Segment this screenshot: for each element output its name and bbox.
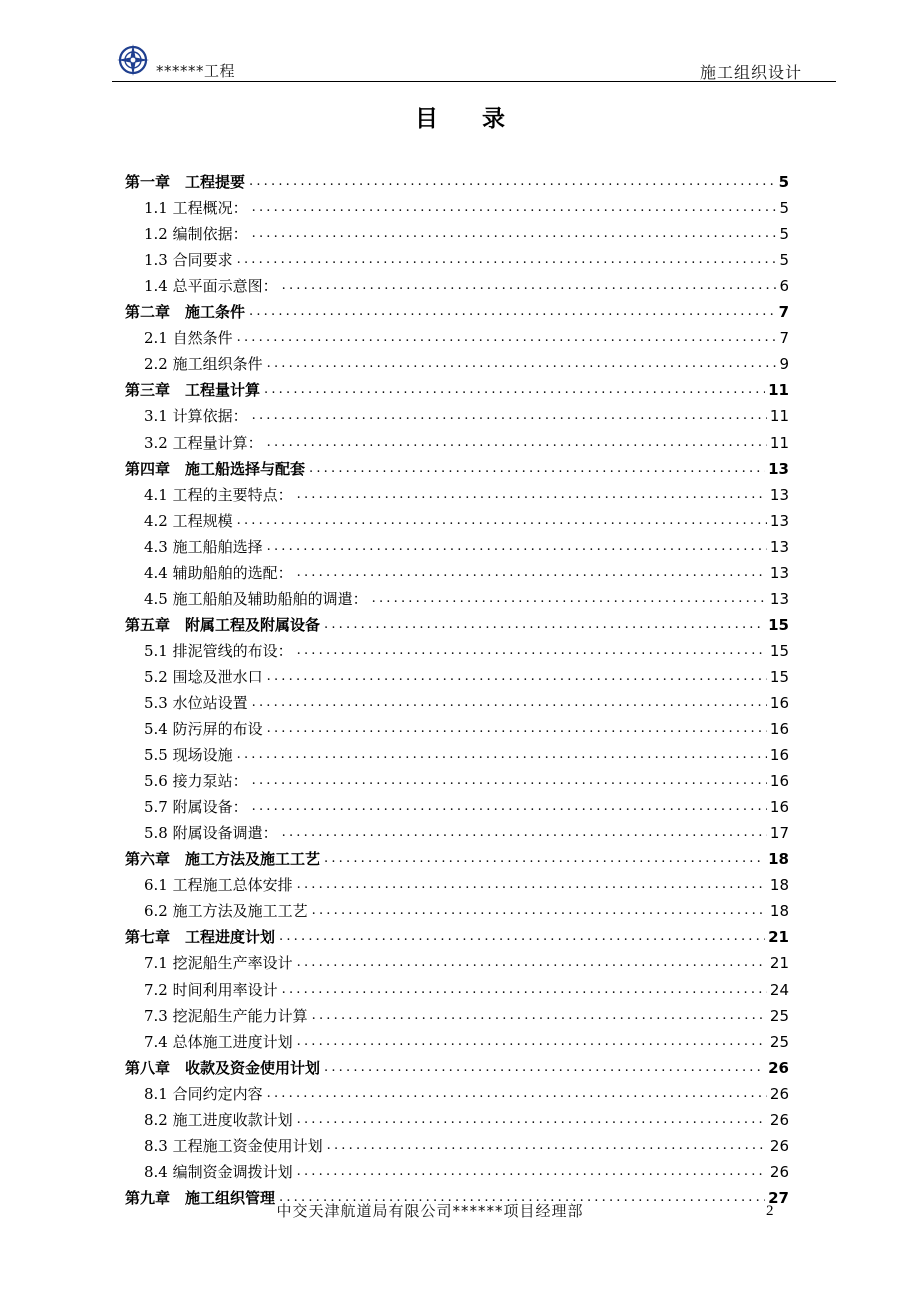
toc-chapter-entry[interactable] <box>125 453 789 479</box>
toc-dot-leader <box>297 485 767 505</box>
footer-organization: 中交天津航道局有限公司******项目经理部 <box>276 1202 584 1220</box>
toc-section-entry[interactable] <box>125 635 789 661</box>
toc-dot-leader <box>297 563 767 583</box>
toc-entry-label: 6.1 工程施工总体安排 <box>144 876 293 895</box>
toc-entry-page-number: 27 <box>768 1188 789 1207</box>
toc-entry-page-number: 13 <box>768 459 789 478</box>
toc-entry-label: 第三章 工程量计算 <box>125 381 261 400</box>
toc-entry-page-number: 26 <box>769 1162 789 1181</box>
toc-section-entry[interactable] <box>125 557 789 583</box>
toc-entry-page-number: 25 <box>769 1006 789 1025</box>
toc-dot-leader <box>267 433 767 453</box>
toc-dot-leader <box>237 250 777 270</box>
toc-entry-label: 7.1 挖泥船生产率设计 <box>144 954 293 973</box>
toc-section-entry[interactable] <box>125 192 789 218</box>
toc-dot-leader <box>279 927 765 947</box>
toc-entry-label: 第二章 施工条件 <box>125 303 246 322</box>
toc-section-entry[interactable] <box>125 791 789 817</box>
toc-dot-leader <box>297 1032 767 1052</box>
toc-chapter-entry[interactable] <box>125 166 789 192</box>
toc-chapter-entry[interactable] <box>125 921 789 947</box>
toc-section-entry[interactable] <box>125 1026 789 1052</box>
toc-chapter-entry[interactable] <box>125 296 789 322</box>
toc-entry-page-number: 16 <box>769 746 789 765</box>
toc-entry-page-number: 26 <box>768 1058 789 1077</box>
toc-entry-page-number: 21 <box>768 928 789 947</box>
toc-dot-leader <box>267 1084 767 1104</box>
toc-section-entry[interactable] <box>125 869 789 895</box>
toc-entry-page-number: 13 <box>769 511 789 530</box>
toc-entry-label: 4.4 辅助船舶的选配： <box>144 563 293 582</box>
toc-entry-page-number: 16 <box>769 772 789 791</box>
toc-entry-page-number: 26 <box>769 1136 789 1155</box>
toc-section-entry[interactable] <box>125 661 789 687</box>
toc-entry-page-number: 9 <box>779 355 789 374</box>
toc-dot-leader <box>297 953 767 973</box>
toc-chapter-entry[interactable] <box>125 1052 789 1078</box>
toc-entry-page-number: 13 <box>769 563 789 582</box>
toc-dot-leader <box>297 1162 767 1182</box>
toc-entry-label: 2.2 施工组织条件 <box>144 355 263 374</box>
toc-section-entry[interactable] <box>125 244 789 270</box>
toc-entry-label: 5.2 围埝及泄水口 <box>144 667 263 686</box>
toc-section-entry[interactable] <box>125 1078 789 1104</box>
toc-entry-page-number: 13 <box>769 589 789 608</box>
toc-dot-leader <box>267 537 767 557</box>
toc-dot-leader <box>252 771 767 791</box>
toc-section-entry[interactable] <box>125 687 789 713</box>
toc-entry-label: 8.2 施工进度收款计划 <box>144 1110 293 1129</box>
toc-entry-label: 1.4 总平面示意图： <box>144 277 278 296</box>
toc-section-entry[interactable] <box>125 739 789 765</box>
toc-entry-label: 6.2 施工方法及施工工艺 <box>144 902 308 921</box>
toc-entry-page-number: 5 <box>779 225 789 244</box>
toc-entry-page-number: 13 <box>769 485 789 504</box>
toc-dot-leader <box>252 224 777 244</box>
toc-entry-label: 1.1 工程概况： <box>144 199 248 218</box>
company-compass-logo-icon <box>116 43 150 77</box>
toc-dot-leader <box>267 719 767 739</box>
toc-dot-leader <box>252 693 767 713</box>
toc-entry-page-number: 25 <box>769 1032 789 1051</box>
toc-entry-page-number: 7 <box>779 329 789 348</box>
toc-entry-label: 1.3 合同要求 <box>144 251 233 270</box>
toc-entry-label: 4.3 施工船舶选择 <box>144 537 263 556</box>
header-divider <box>112 81 836 82</box>
toc-section-entry[interactable] <box>125 400 789 426</box>
toc-section-entry[interactable] <box>125 531 789 557</box>
toc-dot-leader <box>324 849 765 869</box>
toc-dot-leader <box>312 901 767 921</box>
toc-dot-leader <box>282 980 767 1000</box>
toc-entry-page-number: 11 <box>769 407 789 426</box>
page-header <box>112 40 836 82</box>
toc-dot-leader <box>264 380 765 400</box>
toc-dot-leader <box>237 328 777 348</box>
toc-entry-page-number: 11 <box>768 381 789 400</box>
footer-page-number: 2 <box>766 1203 774 1219</box>
toc-entry-label: 4.5 施工船舶及辅助船舶的调遣： <box>144 589 368 608</box>
toc-section-entry[interactable] <box>125 322 789 348</box>
toc-section-entry[interactable] <box>125 1104 789 1130</box>
toc-entry-page-number: 17 <box>769 824 789 843</box>
toc-entry-page-number: 15 <box>768 615 789 634</box>
toc-section-entry[interactable] <box>125 505 789 531</box>
toc-entry-page-number: 26 <box>769 1084 789 1103</box>
toc-entry-label: 8.3 工程施工资金使用计划 <box>144 1136 323 1155</box>
toc-entry-page-number: 26 <box>769 1110 789 1129</box>
header-document-type: 施工组织设计 <box>699 63 802 82</box>
toc-entry-page-number: 15 <box>769 641 789 660</box>
toc-entry-label: 3.2 工程量计算： <box>144 433 263 452</box>
toc-entry-label: 5.3 水位站设置 <box>144 693 248 712</box>
toc-entry-page-number: 18 <box>769 876 789 895</box>
toc-dot-leader <box>282 823 767 843</box>
toc-entry-label: 5.5 现场设施 <box>144 746 233 765</box>
toc-section-entry[interactable] <box>125 947 789 973</box>
toc-entry-page-number: 5 <box>778 173 789 192</box>
toc-entry-label: 4.2 工程规模 <box>144 511 233 530</box>
toc-entry-label: 第九章 施工组织管理 <box>125 1188 276 1207</box>
header-project-name: ******工程 <box>156 62 236 80</box>
toc-dot-leader <box>267 667 767 687</box>
toc-entry-label: 8.1 合同约定内容 <box>144 1084 263 1103</box>
toc-entry-label: 第八章 收款及资金使用计划 <box>125 1058 321 1077</box>
toc-entry-label: 4.1 工程的主要特点： <box>144 485 293 504</box>
toc-entry-label: 3.1 计算依据： <box>144 407 248 426</box>
toc-entry-label: 7.3 挖泥船生产能力计算 <box>144 1006 308 1025</box>
toc-entry-page-number: 7 <box>778 303 789 322</box>
toc-dot-leader <box>282 276 777 296</box>
toc-entry-page-number: 21 <box>769 954 789 973</box>
toc-dot-leader <box>297 641 767 661</box>
toc-entry-label: 5.7 附属设备： <box>144 798 248 817</box>
toc-entry-label: 第七章 工程进度计划 <box>125 928 276 947</box>
toc-dot-leader <box>372 589 767 609</box>
toc-section-entry[interactable] <box>125 765 789 791</box>
toc-dot-leader <box>267 354 777 374</box>
toc-entry-label: 8.4 编制资金调拨计划 <box>144 1162 293 1181</box>
toc-dot-leader <box>297 1110 767 1130</box>
toc-chapter-entry[interactable] <box>125 609 789 635</box>
toc-dot-leader <box>312 1006 767 1026</box>
toc-entry-label: 2.1 自然条件 <box>144 329 233 348</box>
toc-dot-leader <box>252 797 767 817</box>
toc-entry-label: 5.8 附属设备调遣： <box>144 824 278 843</box>
toc-entry-label: 第五章 附属工程及附属设备 <box>125 615 321 634</box>
toc-section-entry[interactable] <box>125 270 789 296</box>
toc-entry-label: 7.4 总体施工进度计划 <box>144 1032 293 1051</box>
toc-entry-label: 5.6 接力泵站： <box>144 772 248 791</box>
page-title: 目 录 <box>414 106 523 132</box>
toc-entry-label: 5.1 排泥管线的布设： <box>144 641 293 660</box>
toc-entry-page-number: 16 <box>769 693 789 712</box>
toc-section-entry[interactable] <box>125 973 789 999</box>
toc-entry-page-number: 6 <box>779 277 789 296</box>
toc-entry-page-number: 13 <box>769 537 789 556</box>
toc-section-entry[interactable] <box>125 713 789 739</box>
toc-entry-page-number: 5 <box>779 251 789 270</box>
toc-section-entry[interactable] <box>125 1000 789 1026</box>
toc-section-entry[interactable] <box>125 583 789 609</box>
toc-entry-page-number: 18 <box>769 902 789 921</box>
toc-dot-leader <box>249 302 776 322</box>
toc-dot-leader <box>249 172 776 192</box>
toc-entry-page-number: 16 <box>769 798 789 817</box>
toc-section-entry[interactable] <box>125 426 789 452</box>
toc-entry-page-number: 18 <box>768 850 789 869</box>
toc-entry-page-number: 5 <box>779 199 789 218</box>
toc-section-entry[interactable] <box>125 817 789 843</box>
toc-entry-label: 第一章 工程提要 <box>125 173 246 192</box>
table-of-contents <box>125 166 789 1208</box>
toc-chapter-entry[interactable] <box>125 374 789 400</box>
toc-section-entry[interactable] <box>125 479 789 505</box>
toc-dot-leader <box>237 745 767 765</box>
toc-entry-label: 第四章 施工船选择与配套 <box>125 459 306 478</box>
toc-dot-leader <box>297 875 767 895</box>
toc-dot-leader <box>309 459 765 479</box>
toc-section-entry[interactable] <box>125 1156 789 1182</box>
toc-dot-leader <box>324 615 765 635</box>
toc-entry-label: 第六章 施工方法及施工工艺 <box>125 850 321 869</box>
toc-dot-leader <box>237 511 767 531</box>
toc-dot-leader <box>327 1136 767 1156</box>
toc-dot-leader <box>324 1058 765 1078</box>
toc-entry-page-number: 24 <box>769 980 789 999</box>
toc-entry-page-number: 11 <box>769 433 789 452</box>
toc-entry-label: 1.2 编制依据： <box>144 225 248 244</box>
toc-section-entry[interactable] <box>125 895 789 921</box>
toc-entry-page-number: 16 <box>769 720 789 739</box>
toc-section-entry[interactable] <box>125 1130 789 1156</box>
toc-entry-page-number: 15 <box>769 667 789 686</box>
toc-entry-label: 7.2 时间利用率设计 <box>144 980 278 999</box>
toc-section-entry[interactable] <box>125 218 789 244</box>
toc-section-entry[interactable] <box>125 348 789 374</box>
toc-entry-label: 5.4 防污屏的布设 <box>144 720 263 739</box>
toc-dot-leader <box>252 198 777 218</box>
toc-chapter-entry[interactable] <box>125 843 789 869</box>
toc-dot-leader <box>252 406 767 426</box>
